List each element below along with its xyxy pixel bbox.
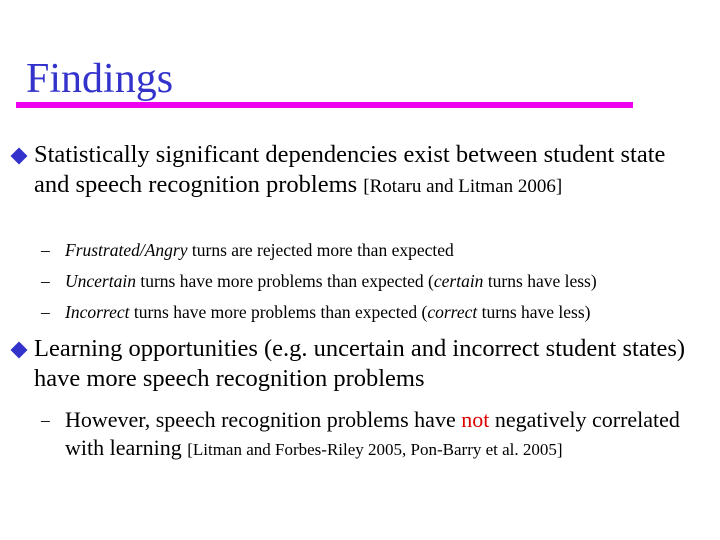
sub-1-3-rest: turns have more problems than expected ( bbox=[129, 302, 428, 322]
sub-bullet-1-2 bbox=[41, 266, 701, 296]
sub-1-3-emphasis-2: correct bbox=[427, 302, 478, 322]
sub-1-1-emphasis: Frustrated/Angry bbox=[65, 240, 188, 260]
dash-marker: – bbox=[41, 410, 50, 430]
slide-title: Findings bbox=[26, 56, 174, 102]
sub-2-1-highlight: not bbox=[461, 407, 490, 432]
sub-1-2-emphasis: Uncertain bbox=[65, 271, 136, 291]
dash-marker: – bbox=[41, 240, 50, 260]
sub-2-1-citation: [Litman and Forbes-Riley 2005, Pon-Barry et al. 2005] bbox=[187, 440, 563, 459]
sub-1-2-emphasis-2: certain bbox=[433, 271, 484, 291]
sub-bullet-1-3 bbox=[41, 297, 701, 327]
bullet-1-citation: [Rotaru and Litman 2006] bbox=[363, 176, 563, 197]
sub-bullet-2-1 bbox=[41, 406, 706, 464]
sub-2-1-after: negatively correlated with learning bbox=[65, 407, 680, 460]
title-underline bbox=[16, 102, 633, 108]
bullet-diamond-icon bbox=[11, 342, 28, 359]
dash-marker: – bbox=[41, 271, 50, 291]
bullet-1-text bbox=[34, 140, 706, 202]
sub-bullet-1-1 bbox=[41, 235, 701, 265]
sub-1-3-rest-2: turns have less) bbox=[477, 302, 591, 322]
sub-1-2-rest: turns have more problems than expected ( bbox=[135, 271, 434, 291]
bullet-1-body: Statistically significant dependencies exist between student state and speech recognition problems bbox=[34, 141, 666, 198]
sub-1-3-emphasis: Incorrect bbox=[65, 302, 130, 322]
sub-2-1-before: However, speech recognition problems have bbox=[65, 407, 462, 432]
dash-marker: – bbox=[41, 302, 50, 322]
bullet-diamond-icon bbox=[11, 148, 28, 165]
bullet-2-text: Learning opportunities (e.g. uncertain and incorrect student states) have more speech recognition problems bbox=[34, 335, 686, 392]
sub-1-2-rest-2: turns have less) bbox=[483, 271, 597, 291]
sub-1-1-rest: turns are rejected more than expected bbox=[187, 240, 454, 260]
